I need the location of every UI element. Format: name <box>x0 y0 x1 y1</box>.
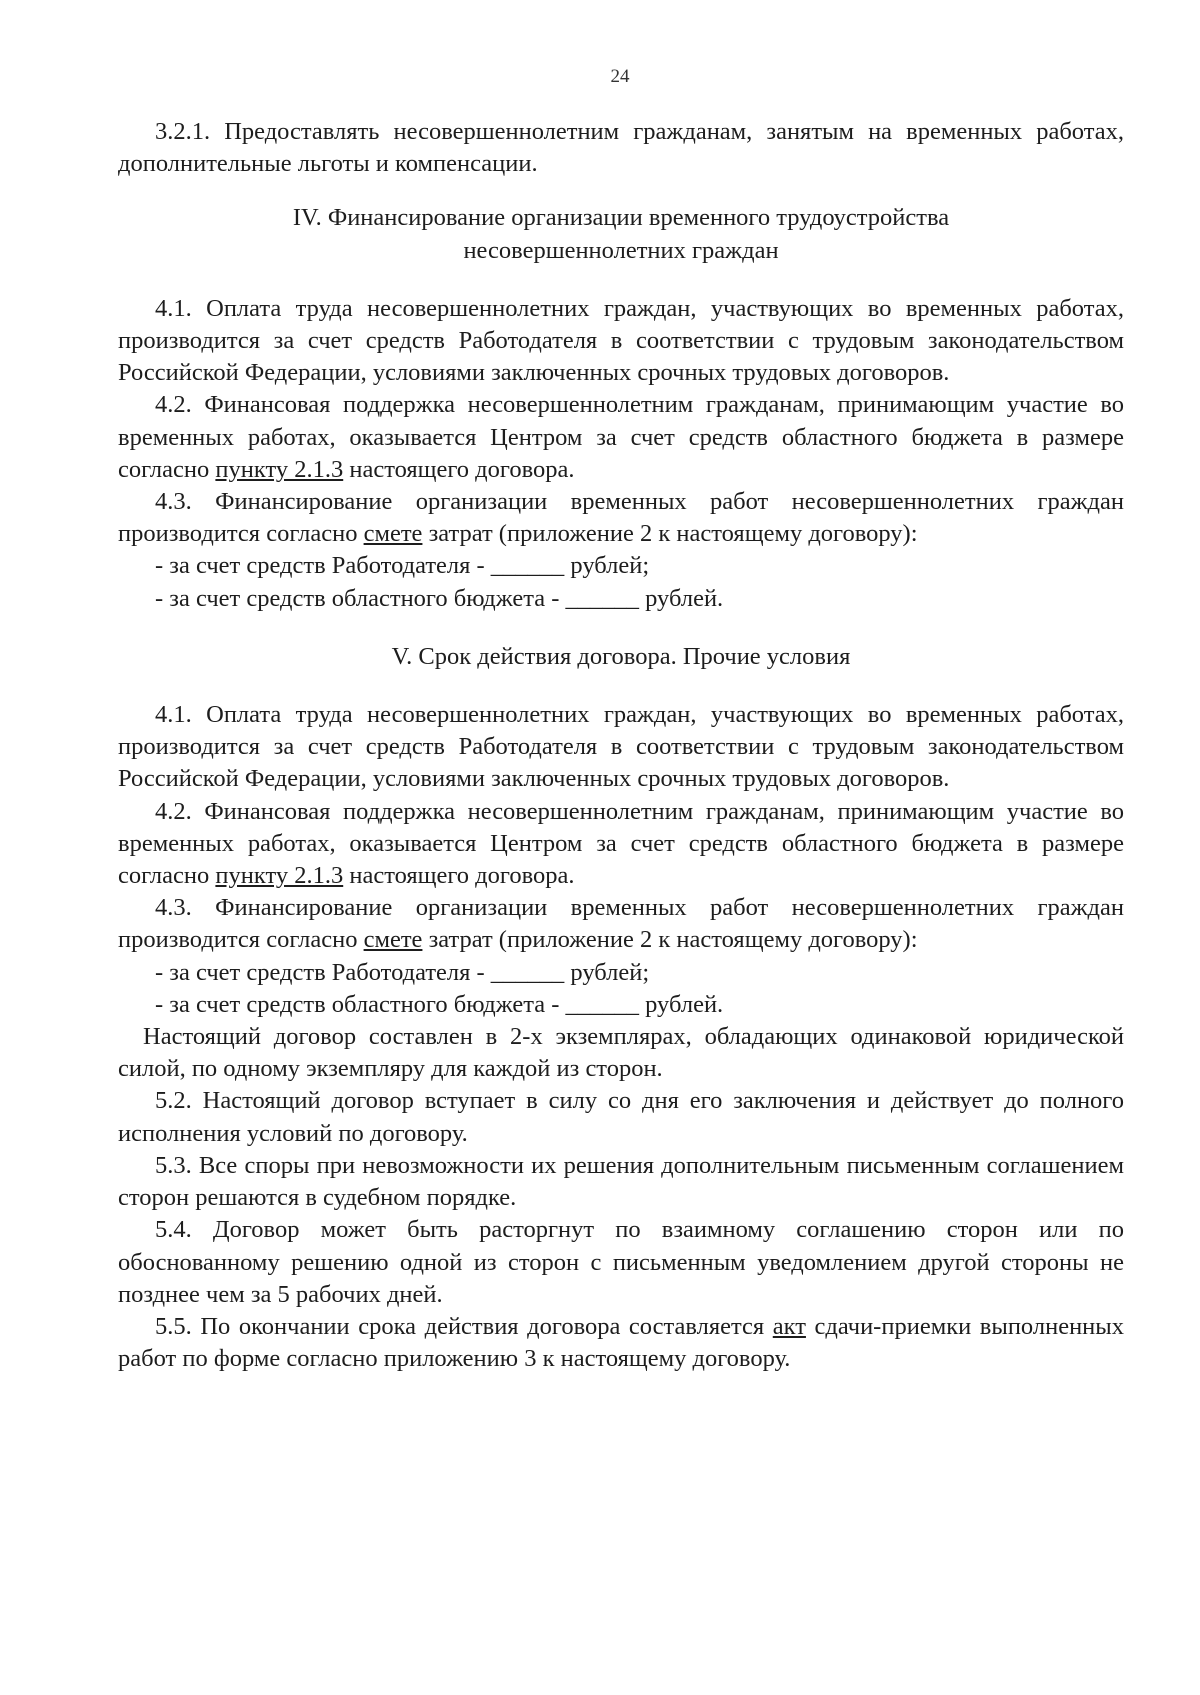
paragraph-text: сдачи-приемки выполненных работ по форме согласно приложению 3 к настоящему договору. <box>118 1312 1125 1373</box>
paragraph-text: 5.5. По окончании срока действия договора составляется <box>155 1312 773 1340</box>
link-estimate[interactable]: смете <box>363 926 423 954</box>
document-body <box>118 116 1124 1375</box>
paragraph-text: затрат (приложение 2 к настоящему договору): <box>422 520 918 548</box>
paragraph-text: настоящего договора. <box>343 862 575 890</box>
section-5-paragraph-5-1: Настоящий договор составлен в 2-х экземплярах, обладающих одинаковой юридической силой, по одному экземпляру для каждой из сторон. <box>118 1023 1124 1083</box>
section-4-heading <box>118 202 1124 266</box>
section-4-paragraph-4-2 <box>118 389 1124 486</box>
paragraph-text: затрат (приложение 2 к настоящему договору): <box>422 926 918 954</box>
paragraph-text: 4.2. Финансовая поддержка несовершеннолетним гражданам, принимающим участие во временных работах, оказывается Центром за счет средств областного бюджета в размере согласно <box>118 797 1124 890</box>
section-5-paragraph-5-2: 5.2. Настоящий договор вступает в силу со дня его заключения и действует до полного исполнения условий по договору. <box>118 1087 1124 1147</box>
paragraph-text: настоящего договора. <box>343 455 575 483</box>
section-5-list-item-employer: - за счет средств Работодателя - ______ рублей; <box>155 958 650 986</box>
section-5-paragraph-4-1: 4.1. Оплата труда несовершеннолетних граждан, участвующих во временных работах, производится за счет средств Работодателя в соответствии с трудовым законодательством Российской Федерации, условиями заключенных срочных трудовых договоров. <box>118 701 1124 793</box>
section-5-paragraph-5-4: 5.4. Договор может быть расторгнут по взаимному соглашению сторон или по обоснованному решению одной из сторон с письменным уведомлением другой стороны не позднее чем за 5 рабочих дней. <box>118 1216 1124 1308</box>
section-5-paragraph-4-3 <box>118 892 1124 956</box>
section-4-paragraph-4-1: 4.1. Оплата труда несовершеннолетних граждан, участвующих во временных работах, производится за счет средств Работодателя в соответствии с трудовым законодательством Российской Федерации, условиями заключенных срочных трудовых договоров. <box>118 294 1124 387</box>
section-4-list-item-budget: - за счет средств областного бюджета - ______ рублей. <box>155 584 724 612</box>
section-5-heading: V. Срок действия договора. Прочие условия <box>391 642 851 670</box>
link-clause-2-1-3[interactable]: пункту 2.1.3 <box>215 862 344 890</box>
section-4-heading-line-1: IV. Финансирование организации временного трудоустройства <box>292 204 950 232</box>
paragraph-text: 4.2. Финансовая поддержка несовершеннолетним гражданам, принимающим участие во временных работах, оказывается Центром за счет средств областного бюджета в размере согласно <box>118 391 1124 483</box>
paragraph-text: 4.3. Финансирование организации временных работ несовершеннолетних граждан производится согласно <box>118 894 1124 954</box>
section-5-paragraph-5-5 <box>118 1311 1124 1375</box>
section-5-paragraph-4-2 <box>118 796 1124 893</box>
link-act[interactable]: акт <box>772 1312 806 1340</box>
paragraph-text: 4.3. Финансирование организации временных работ несовершеннолетних граждан производится согласно <box>118 488 1124 548</box>
link-clause-2-1-3[interactable]: пункту 2.1.3 <box>215 455 344 483</box>
link-estimate[interactable]: смете <box>363 520 423 548</box>
page-number: 24 <box>610 66 630 87</box>
section-5-paragraph-5-3: 5.3. Все споры при невозможности их решения дополнительным письменным соглашением сторон решаются в судебном порядке. <box>118 1151 1124 1212</box>
paragraph-3-2-1: 3.2.1. Предоставлять несовершеннолетним гражданам, занятым на временных работах, дополнительные льготы и компенсации. <box>118 118 1124 178</box>
section-4-heading-line-2: несовершеннолетних граждан <box>463 236 779 264</box>
section-4-list-item-employer: - за счет средств Работодателя - ______ рублей; <box>155 552 650 580</box>
section-5-list-item-budget: - за счет средств областного бюджета - ______ рублей. <box>155 990 724 1018</box>
section-4-paragraph-4-3 <box>118 486 1124 550</box>
